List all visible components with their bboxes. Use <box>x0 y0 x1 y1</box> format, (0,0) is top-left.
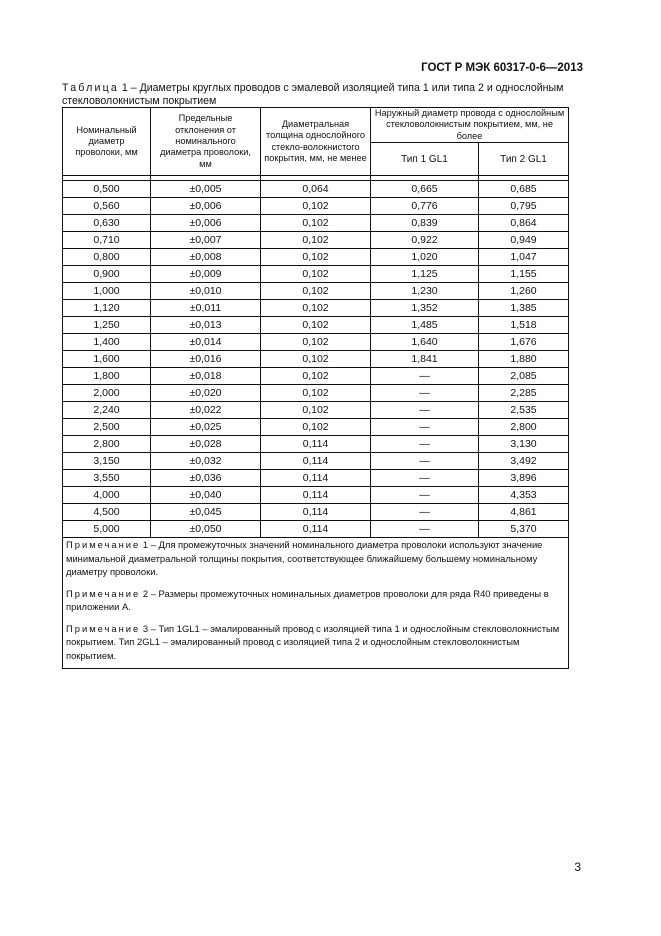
type1-outer-diameter-cell: 1,020 <box>371 249 479 266</box>
deviation-cell: ±0,007 <box>151 232 261 249</box>
nominal-diameter-cell: 2,000 <box>63 385 151 402</box>
coating-thickness-cell: 0,114 <box>261 487 371 504</box>
header-coating-thickness: Диаметральная толщина однослойного стекло-волокнистого покрытия, мм, не менее <box>261 108 371 176</box>
type2-outer-diameter-cell: 2,800 <box>479 419 569 436</box>
coating-thickness-cell: 0,102 <box>261 368 371 385</box>
deviation-cell: ±0,050 <box>151 521 261 538</box>
coating-thickness-cell: 0,102 <box>261 385 371 402</box>
nominal-diameter-cell: 1,000 <box>63 283 151 300</box>
type1-outer-diameter-cell: 1,841 <box>371 351 479 368</box>
type1-outer-diameter-cell: — <box>371 419 479 436</box>
type1-outer-diameter-cell: — <box>371 504 479 521</box>
type1-outer-diameter-cell: 0,776 <box>371 198 479 215</box>
type1-outer-diameter-cell: — <box>371 470 479 487</box>
table-row <box>63 317 569 334</box>
table-row <box>63 215 569 232</box>
table-notes <box>63 538 569 669</box>
table-row <box>63 385 569 402</box>
type2-outer-diameter-cell: 5,370 <box>479 521 569 538</box>
type2-outer-diameter-cell: 3,896 <box>479 470 569 487</box>
table-row <box>63 334 569 351</box>
type2-outer-diameter-cell: 0,685 <box>479 181 569 198</box>
table-row <box>63 368 569 385</box>
nominal-diameter-cell: 2,240 <box>63 402 151 419</box>
type1-outer-diameter-cell: 1,352 <box>371 300 479 317</box>
coating-thickness-cell: 0,102 <box>261 232 371 249</box>
table-row <box>63 470 569 487</box>
table-header <box>63 108 569 181</box>
type1-outer-diameter-cell: 0,922 <box>371 232 479 249</box>
header-outer-diameter-group: Наружный диаметр провода с однослойным стекловолокнистым покрытием, мм, не более <box>371 108 569 143</box>
coating-thickness-cell: 0,114 <box>261 453 371 470</box>
page-number: 3 <box>574 860 581 874</box>
deviation-cell: ±0,020 <box>151 385 261 402</box>
deviation-cell: ±0,016 <box>151 351 261 368</box>
nominal-diameter-cell: 0,500 <box>63 181 151 198</box>
note-text: 2 – Размеры промежуточных номинальных диаметров проволоки для ряда R40 приведены в приложении А. <box>66 587 549 613</box>
note-label: Примечание <box>66 587 141 599</box>
nominal-diameter-cell: 5,000 <box>63 521 151 538</box>
table-caption-text: – Диаметры круглых проводов с эмалевой изоляцией типа 1 или типа 2 и однослойным стекловолокнистым покрытием <box>62 82 564 107</box>
type1-outer-diameter-cell: 1,230 <box>371 283 479 300</box>
note-3 <box>66 622 565 663</box>
deviation-cell: ±0,032 <box>151 453 261 470</box>
note-1 <box>66 538 565 579</box>
type1-outer-diameter-cell: — <box>371 436 479 453</box>
table-row <box>63 521 569 538</box>
nominal-diameter-cell: 0,900 <box>63 266 151 283</box>
deviation-cell: ±0,045 <box>151 504 261 521</box>
deviation-cell: ±0,009 <box>151 266 261 283</box>
type2-outer-diameter-cell: 1,880 <box>479 351 569 368</box>
type1-outer-diameter-cell: 1,485 <box>371 317 479 334</box>
type2-outer-diameter-cell: 0,795 <box>479 198 569 215</box>
table-row <box>63 181 569 198</box>
type2-outer-diameter-cell: 3,492 <box>479 453 569 470</box>
header-type1: Тип 1 GL1 <box>371 143 479 176</box>
deviation-cell: ±0,013 <box>151 317 261 334</box>
deviation-cell: ±0,011 <box>151 300 261 317</box>
table-row <box>63 300 569 317</box>
type1-outer-diameter-cell: 0,665 <box>371 181 479 198</box>
deviation-cell: ±0,005 <box>151 181 261 198</box>
coating-thickness-cell: 0,102 <box>261 283 371 300</box>
coating-thickness-cell: 0,114 <box>261 470 371 487</box>
nominal-diameter-cell: 1,600 <box>63 351 151 368</box>
deviation-cell: ±0,036 <box>151 470 261 487</box>
coating-thickness-cell: 0,102 <box>261 300 371 317</box>
type1-outer-diameter-cell: — <box>371 368 479 385</box>
table-row <box>63 419 569 436</box>
type2-outer-diameter-cell: 4,353 <box>479 487 569 504</box>
note-label: Примечание <box>66 539 141 551</box>
nominal-diameter-cell: 0,800 <box>63 249 151 266</box>
coating-thickness-cell: 0,102 <box>261 215 371 232</box>
nominal-diameter-cell: 4,000 <box>63 487 151 504</box>
coating-thickness-cell: 0,102 <box>261 419 371 436</box>
type2-outer-diameter-cell: 3,130 <box>479 436 569 453</box>
nominal-diameter-cell: 3,150 <box>63 453 151 470</box>
nominal-diameter-cell: 2,500 <box>63 419 151 436</box>
type1-outer-diameter-cell: — <box>371 487 479 504</box>
coating-thickness-cell: 0,102 <box>261 249 371 266</box>
type2-outer-diameter-cell: 1,260 <box>479 283 569 300</box>
deviation-cell: ±0,010 <box>151 283 261 300</box>
deviation-cell: ±0,028 <box>151 436 261 453</box>
table-row <box>63 266 569 283</box>
type2-outer-diameter-cell: 1,155 <box>479 266 569 283</box>
table-row <box>63 232 569 249</box>
nominal-diameter-cell: 1,800 <box>63 368 151 385</box>
coating-thickness-cell: 0,114 <box>261 504 371 521</box>
type2-outer-diameter-cell: 1,385 <box>479 300 569 317</box>
header-type2: Тип 2 GL1 <box>479 143 569 176</box>
type1-outer-diameter-cell: — <box>371 453 479 470</box>
header-nominal-diameter: Номинальный диаметр проволоки, мм <box>63 108 151 176</box>
deviation-cell: ±0,040 <box>151 487 261 504</box>
coating-thickness-cell: 0,114 <box>261 521 371 538</box>
type1-outer-diameter-cell: 0,839 <box>371 215 479 232</box>
document-standard-number: ГОСТ Р МЭК 60317-0-6—2013 <box>421 62 583 74</box>
table-caption <box>62 82 576 108</box>
type2-outer-diameter-cell: 0,864 <box>479 215 569 232</box>
deviation-cell: ±0,014 <box>151 334 261 351</box>
nominal-diameter-cell: 3,550 <box>63 470 151 487</box>
table-row <box>63 198 569 215</box>
table-row <box>63 249 569 266</box>
coating-thickness-cell: 0,102 <box>261 317 371 334</box>
type2-outer-diameter-cell: 1,518 <box>479 317 569 334</box>
table-body <box>63 181 569 538</box>
coating-thickness-cell: 0,114 <box>261 436 371 453</box>
wire-diameter-table <box>62 107 569 669</box>
nominal-diameter-cell: 1,120 <box>63 300 151 317</box>
deviation-cell: ±0,006 <box>151 215 261 232</box>
deviation-cell: ±0,025 <box>151 419 261 436</box>
header-deviation: Предельные отклонения от номинального диаметра проволоки, мм <box>151 108 261 176</box>
nominal-diameter-cell: 2,800 <box>63 436 151 453</box>
deviation-cell: ±0,006 <box>151 198 261 215</box>
table-row <box>63 453 569 470</box>
table-caption-label: Таблица <box>62 82 119 94</box>
type1-outer-diameter-cell: — <box>371 385 479 402</box>
coating-thickness-cell: 0,102 <box>261 402 371 419</box>
nominal-diameter-cell: 4,500 <box>63 504 151 521</box>
note-text: 1 – Для промежуточных значений номинального диаметра проволоки используют значение минимальной диаметральной толщины покрытия, соответствующее ближайшему большему номинальному диаметру проволоки. <box>66 539 543 578</box>
table-row <box>63 351 569 368</box>
table-row <box>63 283 569 300</box>
note-label: Примечание <box>66 622 141 634</box>
note-text: 3 – Тип 1GL1 – эмалированный провод с изоляцией типа 1 и однослойным стекловолокнистым покрытием. Тип 2GL1 – эмалированный провод с изоляцией типа 2 и однослойным стекловолокнистым покрытием. <box>66 622 560 661</box>
nominal-diameter-cell: 0,630 <box>63 215 151 232</box>
coating-thickness-cell: 0,102 <box>261 351 371 368</box>
nominal-diameter-cell: 1,250 <box>63 317 151 334</box>
table-row <box>63 436 569 453</box>
type2-outer-diameter-cell: 2,285 <box>479 385 569 402</box>
table-row <box>63 402 569 419</box>
nominal-diameter-cell: 1,400 <box>63 334 151 351</box>
type2-outer-diameter-cell: 1,676 <box>479 334 569 351</box>
table-row <box>63 487 569 504</box>
type1-outer-diameter-cell: 1,640 <box>371 334 479 351</box>
table-row <box>63 504 569 521</box>
type1-outer-diameter-cell: — <box>371 521 479 538</box>
note-2 <box>66 587 565 614</box>
nominal-diameter-cell: 0,560 <box>63 198 151 215</box>
type2-outer-diameter-cell: 2,085 <box>479 368 569 385</box>
type2-outer-diameter-cell: 2,535 <box>479 402 569 419</box>
nominal-diameter-cell: 0,710 <box>63 232 151 249</box>
type2-outer-diameter-cell: 4,861 <box>479 504 569 521</box>
type1-outer-diameter-cell: — <box>371 402 479 419</box>
coating-thickness-cell: 0,102 <box>261 198 371 215</box>
deviation-cell: ±0,018 <box>151 368 261 385</box>
type2-outer-diameter-cell: 0,949 <box>479 232 569 249</box>
deviation-cell: ±0,008 <box>151 249 261 266</box>
type1-outer-diameter-cell: 1,125 <box>371 266 479 283</box>
coating-thickness-cell: 0,102 <box>261 266 371 283</box>
coating-thickness-cell: 0,064 <box>261 181 371 198</box>
type2-outer-diameter-cell: 1,047 <box>479 249 569 266</box>
table-caption-number: 1 <box>121 82 128 94</box>
deviation-cell: ±0,022 <box>151 402 261 419</box>
coating-thickness-cell: 0,102 <box>261 334 371 351</box>
